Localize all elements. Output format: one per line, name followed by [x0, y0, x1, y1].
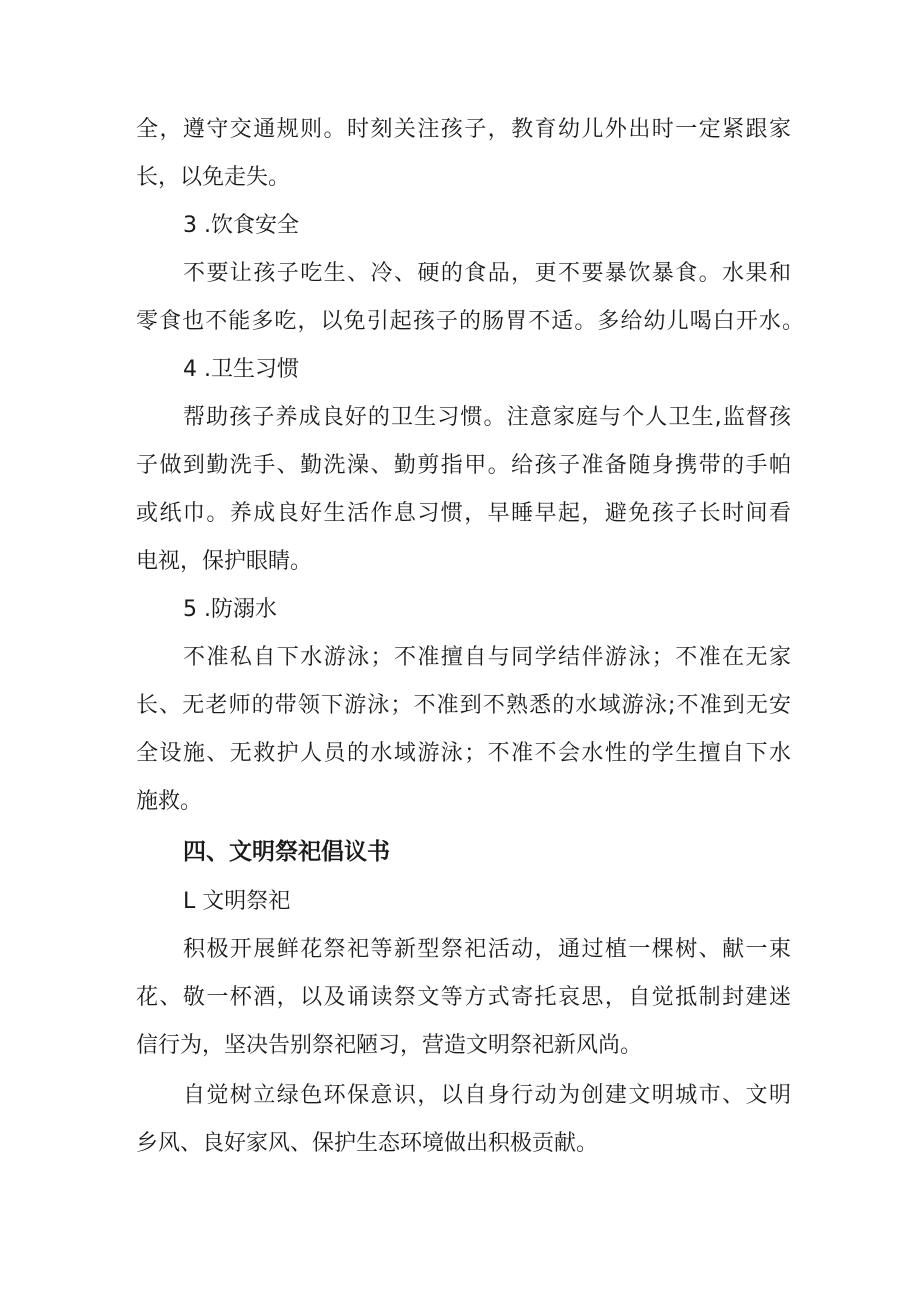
body-text-line: 长，以免走失。: [136, 165, 291, 190]
body-text-line: 不准私自下水游泳；不准擅自与同学结伴游泳；不准在无家: [183, 645, 791, 670]
body-text-line: 或纸巾。养成良好生活作息习惯，早睡早起，避免孩子长时间看: [136, 501, 791, 526]
body-text-line: 子做到勤洗手、勤洗澡、勤剪指甲。给孩子准备随身携带的手帕: [136, 453, 791, 478]
body-text-line: 信行为，坚决告别祭祀陋习，营造文明祭祀新风尚。: [136, 1033, 643, 1058]
body-text-line: 施救。: [136, 789, 203, 814]
body-text-line: 零食也不能多吃，以免引起孩子的肠胃不适。多给幼儿喝白开水。: [136, 309, 804, 334]
section-heading: 四、文明祭祀倡议书: [183, 839, 390, 865]
subheading-civilized-sacrifice: L 文明祭祀: [183, 889, 291, 914]
body-text-line: 花、敬一杯酒，以及诵读祭文等方式寄托哀思，自觉抵制封建迷: [136, 985, 791, 1010]
body-text-line: 积极开展鲜花祭祀等新型祭祀活动，通过植一棵树、献一束: [183, 937, 791, 962]
body-text-line: 全，遵守交通规则。时刻关注孩子，教育幼儿外出时一定紧跟家: [136, 117, 791, 142]
body-text-line: 全设施、无救护人员的水域游泳；不准不会水性的学生擅自下水: [136, 741, 791, 766]
body-text-line: 长、无老师的带领下游泳；不准到不熟悉的水域游泳;不准到无安: [136, 693, 791, 718]
subheading-diet-safety: 3 .饮食安全: [183, 213, 299, 238]
subheading-hygiene-habits: 4 .卫生习惯: [183, 357, 299, 382]
body-text-line: 电视，保护眼睛。: [136, 549, 313, 574]
subheading-drowning-prevention: 5 .防溺水: [183, 597, 277, 622]
body-text-line: 不要让孩子吃生、冷、硬的食品，更不要暴饮暴食。水果和: [183, 261, 791, 286]
body-text-line: 帮助孩子养成良好的卫生习惯。注意家庭与个人卫生,监督孩: [183, 405, 791, 430]
body-text-line: 自觉树立绿色环保意识，以自身行动为创建文明城市、文明: [183, 1083, 791, 1108]
body-text-line: 乡风、良好家风、保护生态环境做出积极贡献。: [136, 1131, 599, 1156]
